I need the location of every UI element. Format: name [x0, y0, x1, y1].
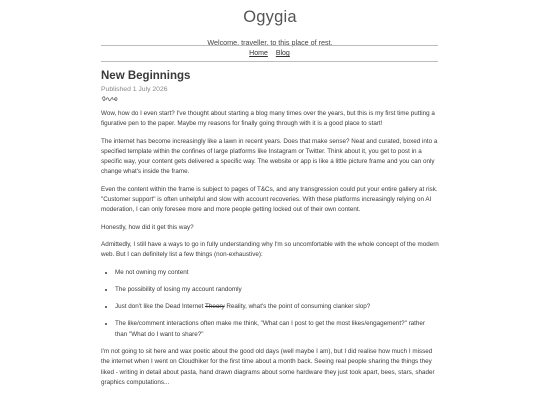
reasons-list	[101, 268, 439, 340]
list-item-2: • The possibility of losing my account randomly	[115, 285, 439, 295]
list-item-4: • The like/comment interactions often make me think, "What can I post to get the most likes/engagement?" rather than "What do I want to share?"	[115, 319, 439, 340]
list-item-3-text-end: Reality, what's the point of consuming clanker slop?	[224, 303, 371, 311]
post-paragraph-1: Wow, how do I even start? I've thought about starting a blog many times over the years, but this is my first time putting a figurative pen to the paper. Maybe my reasons for finally going through with it is a good place to start!	[101, 110, 435, 128]
list-item-3-text-start: Just don't like the Dead Internet	[115, 303, 205, 311]
nav-link-blog[interactable]: Blog	[275, 50, 290, 57]
post-paragraph-5: Admittedly, I still have a ways to go in fully understanding why I'm so uncomfortable with the whole concept of the modern web. But I can definitely list a few things (non-exhaustive):	[101, 240, 439, 259]
post-paragraph-3: Even the content within the frame is subject to pages of T&Cs, and any transgression could put your entire gallery at risk. "Customer support" is often unhelpful and slow with account recoveries. With these platforms increasingly relying on AI moderation, I can only foresee more and more people getting locked out of their own content.	[101, 185, 438, 214]
site-header	[0, 0, 540, 47]
main-nav	[101, 45, 438, 62]
struck-word: Theory	[205, 303, 225, 311]
post-paragraph-4: Honestly, how did it get this way?	[101, 223, 194, 231]
post-title: New Beginnings	[101, 70, 191, 82]
signature-scribble	[101, 95, 119, 102]
post-paragraph-2: The internet has become increasingly like a lawn in recent years. Does that make sense? Neat and curated, boxed into a specified template within the confines of large platforms like Instagram or Twitter. Think about it, you get to post in a specific way, your content gets delivered a specific way. The website or app is like a little picture frame and you can only change what's inside the frame.	[101, 137, 438, 176]
list-item-3	[115, 302, 439, 312]
site-title: Ogygia	[243, 8, 297, 26]
nav-link-home[interactable]: Home	[249, 50, 268, 57]
list-item-1: • Me not owning my content	[115, 268, 439, 278]
post-content	[101, 69, 439, 395]
post-paragraph-6: I'm not going to sit here and wax poetic about the good old days (well maybe I am), but I did realise how much I missed the internet when I went on Cloudhiker for the first time about a month back. Seeing real people sharing the things they liked - writing in detail about pasta, hand drawn diagrams about some hardware they just took apart, bees, stars, shader graphics computations...	[101, 348, 435, 386]
site-tagline: Welcome, traveller, to this place of rest.	[207, 38, 333, 47]
post-date: Published 1 July 2026	[101, 86, 168, 93]
